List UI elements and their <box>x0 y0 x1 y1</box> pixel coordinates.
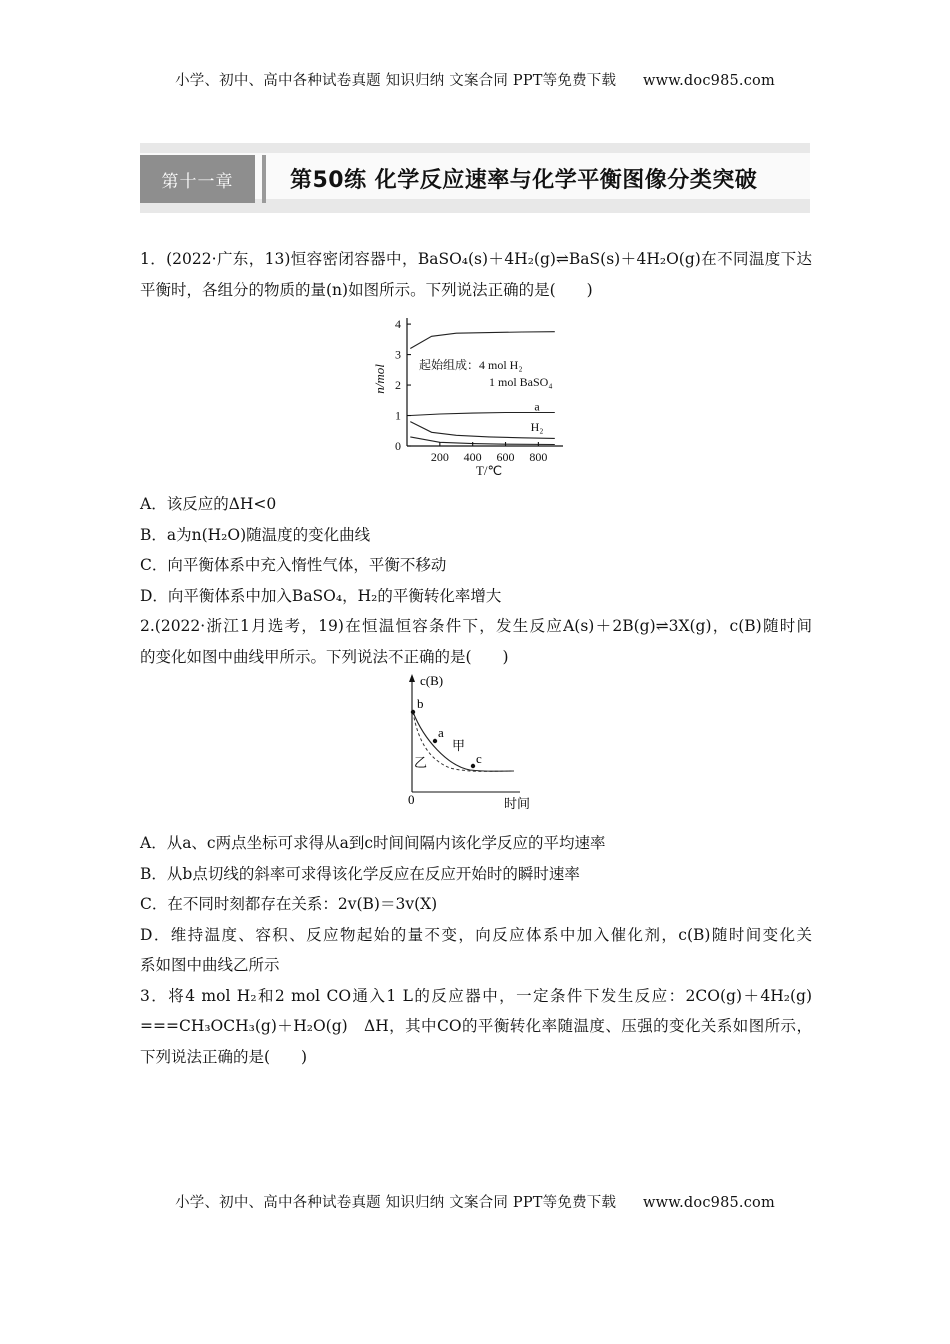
q1-option-c: C．向平衡体系中充入惰性气体，平衡不移动 <box>140 556 447 574</box>
q3-stem-line1: 3．将4 mol H₂和2 mol CO通入1 L的反应器中，一定条件下发生反应：2CO(g)＋4H₂(g) <box>140 986 812 1005</box>
label-curve-yi: 乙 <box>414 755 428 770</box>
series-label-h2: H₂ <box>530 420 544 435</box>
q2-stem-line1: 2.(2022·浙江1月选考，19)在恒温恒容条件下，发生反应A(s)＋2B(g)⇌3X(g)，c(B)随时间 <box>140 617 812 635</box>
point-c <box>471 764 475 768</box>
header-text: 小学、初中、高中各种试卷真题 知识归纳 文案合同 PPT等免费下载 <box>175 73 617 89</box>
y-tick-label: 2 <box>395 378 401 393</box>
q1-option-a: A．该反应的ΔH<0 <box>140 495 277 513</box>
series-line-a <box>410 413 555 416</box>
point-a <box>433 739 437 743</box>
chart2-ylabel: c(B) <box>420 673 444 688</box>
chart1-annotation-line1: 起始组成：4 mol H₂ <box>419 358 523 373</box>
point-b <box>411 710 415 714</box>
page-header <box>0 69 950 90</box>
q1-stem-line2: 平衡时，各组分的物质的量(n)如图所示。下列说法正确的是( ) <box>140 280 593 299</box>
q3-stem-line2: ===CH₃OCH₃(g)＋H₂O(g) ΔH，其中CO的平衡转化率随温度、压强的变化关系如图所示， <box>140 1017 812 1035</box>
q3-stem-line3: 下列说法正确的是( ) <box>140 1047 308 1066</box>
chapter-tag: 第十一章 <box>140 155 255 203</box>
x-tick-label: 800 <box>529 450 548 464</box>
title-divider <box>262 155 266 203</box>
y-tick-label: 1 <box>395 408 401 423</box>
q2-option-d-line2: 系如图中曲线乙所示 <box>140 956 280 974</box>
label-point-b: b <box>417 696 424 711</box>
chart1-annotation-line2: 1 mol BaSO₄ <box>489 375 553 389</box>
page-footer <box>0 1191 950 1212</box>
q1-stem-line1: 1．(2022·广东，13)恒容密闭容器中，BaSO₄(s)＋4H₂(g)⇌BaS(s)＋4H₂O(g)在不同温度下达 <box>140 250 812 268</box>
header-url[interactable]: www.doc985.com <box>642 73 775 89</box>
x-tick-label: 400 <box>463 450 482 464</box>
chart-concentration-time <box>400 672 550 814</box>
chart1-xlabel: T/℃ <box>475 463 503 478</box>
series-label-a: a <box>534 399 540 414</box>
chart2-xlabel: 时间 <box>504 796 531 811</box>
y-tick-label: 0 <box>395 439 401 453</box>
q2-option-a: A．从a、c两点坐标可求得从a到c时间间隔内该化学反应的平均速率 <box>140 834 606 852</box>
q2-stem-line2: 的变化如图中曲线甲所示。下列说法不正确的是( ) <box>140 647 509 666</box>
y-tick-label: 4 <box>395 317 401 332</box>
label-curve-jia: 甲 <box>452 738 466 753</box>
label-point-a: a <box>438 725 444 740</box>
footer-text: 小学、初中、高中各种试卷真题 知识归纳 文案合同 PPT等免费下载 <box>175 1195 617 1211</box>
q1-option-b: B．a为n(H₂O)随温度的变化曲线 <box>140 525 371 544</box>
label-point-c: c <box>476 751 482 766</box>
exercise-title: 第50练 化学反应速率与化学平衡图像分类突破 <box>290 168 758 193</box>
x-tick-label: 200 <box>430 450 449 464</box>
footer-url[interactable]: www.doc985.com <box>642 1195 775 1211</box>
q2-option-b: B．从b点切线的斜率可求得该化学反应在反应开始时的瞬时速率 <box>140 864 580 883</box>
y-tick-label: 3 <box>395 347 401 362</box>
q2-option-d-line1: D．维持温度、容积、反应物起始的量不变，向反应体系中加入催化剂，c(B)随时间变化关 <box>140 925 812 944</box>
q1-option-d: D．向平衡体系中加入BaSO₄，H₂的平衡转化率增大 <box>140 586 502 605</box>
q2-option-c: C．在不同时刻都存在关系：2v(B)＝3v(X) <box>140 895 438 913</box>
x-tick-label: 600 <box>496 450 515 464</box>
series-line-top <box>410 332 555 349</box>
chart2-y-arrow <box>409 674 415 682</box>
chart-equilibrium-moles <box>365 310 595 482</box>
chart2-origin-label: 0 <box>408 792 415 807</box>
chart1-ylabel: n/mol <box>372 364 387 394</box>
